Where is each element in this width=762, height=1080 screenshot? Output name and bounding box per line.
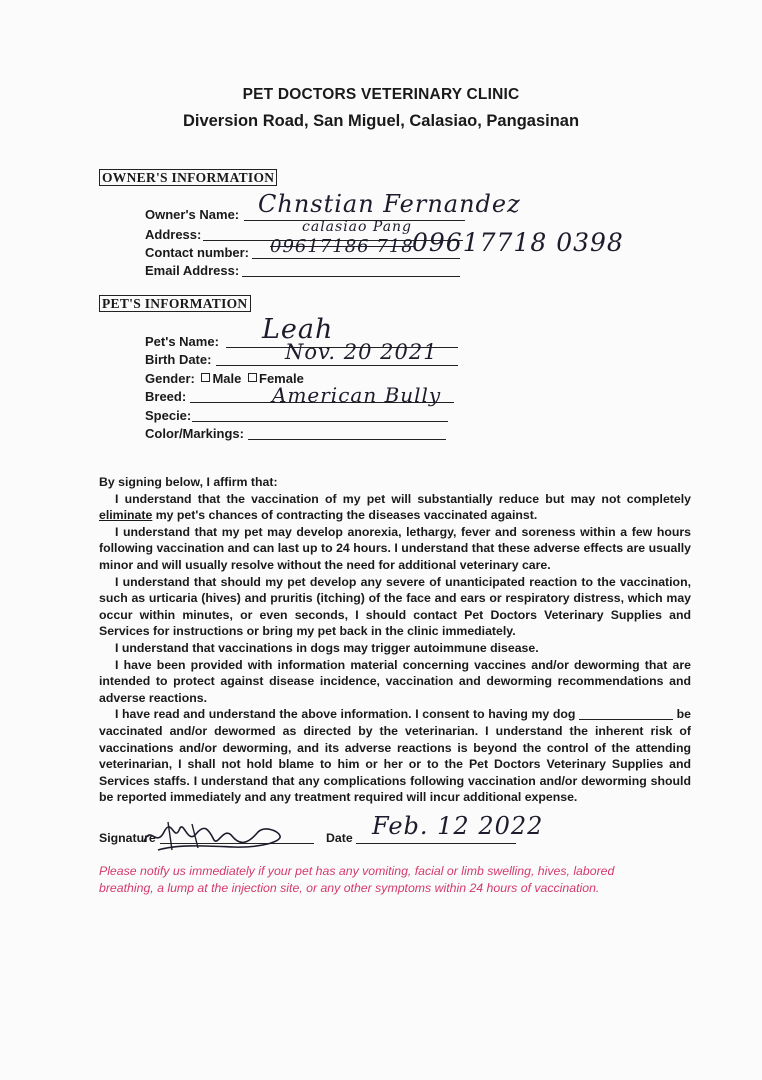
consent-paragraph-1: I understand that the vaccination of my pet will substantially reduce but may not completely eliminate my pet's chances of contracting the diseases vaccinated against. (99, 491, 691, 523)
consent-intro: By signing below, I affirm that: (99, 475, 278, 489)
consent-text (99, 474, 691, 806)
color-markings-label: Color/Markings: (145, 426, 244, 441)
contact-line (252, 258, 460, 259)
owner-section-title: OWNER'S INFORMATION (99, 169, 277, 186)
email-label: Email Address: (145, 263, 240, 278)
birth-date-label: Birth Date: (145, 352, 212, 367)
pet-section-title: PET'S INFORMATION (99, 295, 251, 312)
consent-paragraph-2: I understand that my pet may develop anorexia, lethargy, fever and soreness within a few hours following vaccination and can last up to 24 hours. I understand that these adverse effects are usually minor and will usually resolve without the need for additional veterinary care. (99, 524, 691, 572)
male-checkbox[interactable] (201, 373, 210, 382)
pet-name-handwriting: Leah (262, 314, 334, 345)
consent-paragraph-5: I have been provided with information material concerning vaccines and/or deworming that are intended to protect against disease incidence, vaccination and deworming recommendations and adverse reactions. (99, 657, 691, 705)
male-option-label: Male (212, 371, 242, 386)
address-handwriting: calasiao Pang (302, 219, 413, 235)
dog-name-blank[interactable] (579, 719, 673, 720)
pet-name-label: Pet's Name: (145, 334, 219, 349)
gender-label: Gender: (145, 371, 195, 386)
breed-label: Breed: (145, 389, 187, 404)
notice-text: Please notify us immediately if your pet has any vomiting, facial or limb swelling, hives, labored breathing, a lump at the injection site, or any other symptoms within 24 hours of vaccination. (99, 864, 615, 895)
specie-label: Specie: (145, 408, 192, 423)
specie-line (192, 421, 448, 422)
owner-name-label: Owner's Name: (145, 207, 240, 222)
female-checkbox[interactable] (248, 373, 257, 382)
consent-paragraph-3: I understand that should my pet develop any severe of unanticipated reaction to the vaccination, such as urticaria (hives) and pruritis (itching) of the face and ears or respiratory distress, which may occur within minutes, or even seconds, I should contact Pet Doctors Veterinary Supplies and Services for instructions or bring my pet back in the clinic immediately. (99, 574, 691, 639)
address-label: Address: (145, 227, 202, 242)
breed-handwriting: American Bully (272, 383, 442, 407)
contact-handwriting: 09617718 0398 (412, 228, 624, 257)
contact-label: Contact number: (145, 245, 249, 260)
date-handwriting: Feb. 12 2022 (372, 812, 544, 840)
signature-scribble (138, 814, 288, 856)
date-label: Date (326, 831, 353, 845)
date-line (356, 843, 516, 844)
email-line (242, 276, 460, 277)
signature-label: Signature (99, 831, 156, 845)
birth-date-line (216, 365, 458, 366)
birth-date-handwriting: Nov. 20 2021 (285, 340, 438, 364)
contact-struck-handwriting: 09617186 718 (270, 236, 414, 257)
owner-name-handwriting: Chnstian Fernandez (258, 190, 521, 218)
color-markings-line (248, 439, 446, 440)
female-option-label: Female (259, 371, 304, 386)
consent-paragraph-6: I have read and understand the above information. I consent to having my dog be vaccinated and/or dewormed as directed by the veterinarian. I understand the inherent risk of vaccinations and/or deworming, and its adverse reactions is beyond the control of the attending veterinarian, I shall not hold blame to him or her or to the Pet Doctors Veterinary Supplies and Services staffs. I understand that any complications following vaccination and/or deworming should be reported immediately and any treatment required will incur additional expense. (99, 707, 691, 805)
clinic-address: Diversion Road, San Miguel, Calasiao, Pangasinan (182, 112, 580, 130)
clinic-name: PET DOCTORS VETERINARY CLINIC (242, 86, 520, 103)
consent-paragraph-4: I understand that vaccinations in dogs may trigger autoimmune disease. (115, 640, 539, 655)
